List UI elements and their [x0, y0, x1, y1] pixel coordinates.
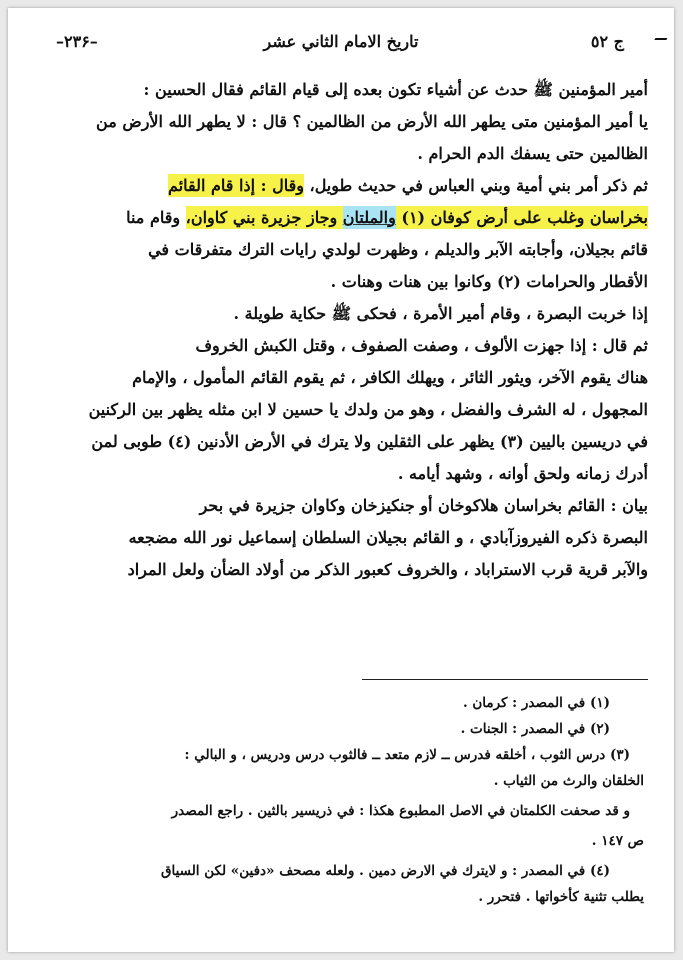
text-line: هناك يقوم الآخر، ويثور الثائر ، ويهلك الكافر ، ثم يقوم القائم المأمول ، والإمام — [132, 368, 648, 387]
footnote-2: (٢) في المصدر : الجنات . — [460, 721, 610, 737]
text-line: أدرك زمانه ولحق أوانه ، وشهد أيامه . — [397, 464, 648, 483]
footnotes — [38, 690, 644, 910]
text-line: أمير المؤمنين ﷺ حدث عن أشياء تكون بعده إلى قيام القائم فقال الحسين : — [143, 80, 648, 99]
footnote-4-cont: يطلب تثنية كأخواتها . فتحرر . — [478, 889, 644, 905]
text-line — [34, 202, 648, 234]
text-segment: ثم ذكر أمر بني أمية وبني العباس في حديث طويل، — [303, 176, 648, 195]
text-line: المجهول ، له الشرف والفضل ، وهو من ولدك يا حسين لا ابن مثله يظهر بين الركنين — [88, 400, 648, 419]
text-segment: القائم بخراسان هلاكوخان أو جنكيزخان وكاوان جزيرة في بحر — [199, 496, 611, 515]
footnote-3-cont: الخلقان والرث من الثياب . — [493, 773, 644, 789]
footnote-3-cont: ص ١٤٧ . — [591, 833, 644, 849]
text-segment: وقام منا — [126, 208, 186, 227]
volume-label: ج ٥٢ — [590, 32, 624, 51]
text-line: ثم قال : إذا جهزت الألوف ، وصفت الصفوف ، وقتل الكبش الخروف — [195, 336, 648, 355]
text-line: قائم بجيلان، وأجابته الآبر والديلم ، وظهرت لولدي رايات الترك متفرقات في — [148, 240, 648, 259]
footnote-3-cont: و قد صحفت الكلمتان في الاصل المطبوع هكذا : في ذريسير بالثين . راجع المصدر — [171, 803, 630, 819]
footnote-3: (٣) درس الثوب ، أخلقه فدرس ــ لازم متعد ــ فالثوب درس ودريس ، و البالي : — [184, 747, 630, 763]
running-title: تاريخ الامام الثاني عشر — [263, 32, 419, 51]
yellow-highlight: وقال : إذا قام القائم — [168, 176, 304, 195]
document-page — [8, 8, 674, 952]
text-line: الأقطار والحرامات (٢) وكانوا بين هنات وهنات . — [330, 272, 648, 291]
footnote-1: (١) في المصدر : كرمان . — [462, 695, 610, 711]
text-line — [34, 170, 648, 202]
bayan-label: بيان : — [610, 496, 648, 515]
blue-highlight: والملتان — [342, 208, 396, 227]
page-number: –۲۳۶– — [56, 32, 98, 51]
text-line: يا أمير المؤمنين متى يطهر الله الأرض من الظالمين ؟ قال : لا يطهر الله الأرض من — [96, 112, 648, 131]
text-line: في دريسين باليين (٣) يظهر على الثقلين ولا يترك في الأرض الأدنين (٤) طوبى لمن — [91, 432, 648, 451]
text-line: والآبر قرية قرب الاستراباد ، والخروف كعبور الذكر من أولاد الضأن ولعل المراد — [127, 560, 648, 579]
corner-mark-icon — [649, 38, 668, 50]
text-line — [34, 490, 648, 522]
yellow-highlight: وجاز جزيرة بني كاوان، — [185, 208, 343, 227]
yellow-highlight: بخراسان وغلب على أرض كوفان (١) — [395, 208, 648, 227]
text-line: إذا خربت البصرة ، وقام أمير الأمرة ، فحكى ﷺ حكاية طويلة . — [233, 304, 648, 323]
footnote-4: (٤) في المصدر : و لايترك في الارض دمين . ولعله مصحف «دفين» لكن السياق — [160, 863, 610, 879]
footnote-divider — [362, 679, 648, 680]
main-text — [34, 74, 648, 586]
page-header — [38, 30, 644, 60]
text-line: البصرة ذكره الفيروزآبادي ، و القائم بجيلان السلطان إسماعيل نور الله مضجعه — [128, 528, 648, 547]
text-line: الظالمين حتى يسفك الدم الحرام . — [417, 144, 648, 163]
